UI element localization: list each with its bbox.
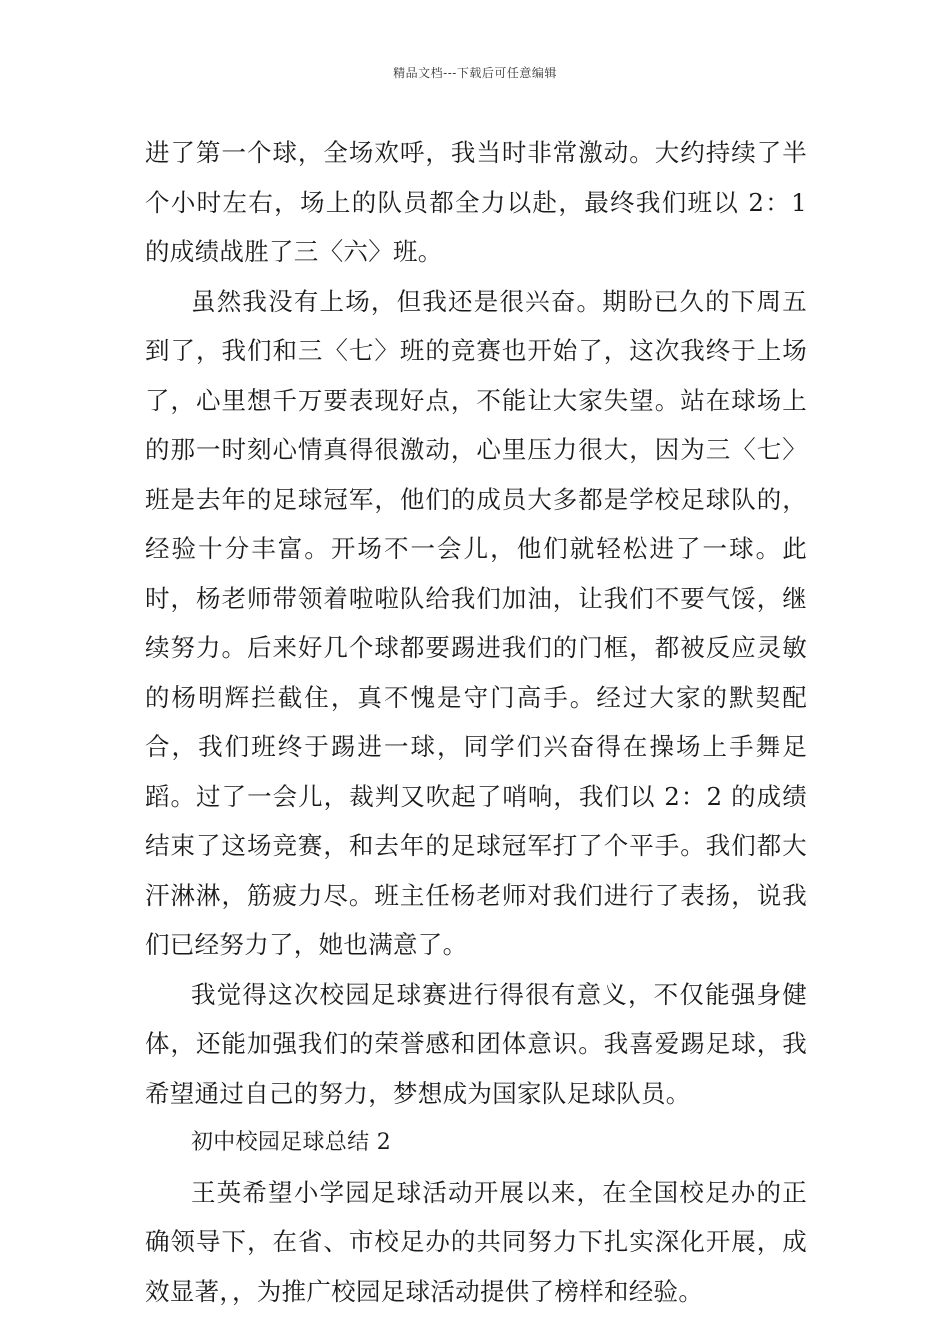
paragraph-reflection: 我觉得这次校园足球赛进行得很有意义，不仅能强身健体，还能加强我们的荣誉感和团体意识。我喜爱踢足球，我希望通过自己的努力，梦想成为国家队足球队员。 — [145, 979, 807, 1108]
page-header: 精品文档---下载后可任意编辑 — [393, 66, 557, 80]
section-heading: 初中校园足球总结 2 — [191, 1130, 391, 1155]
paragraph-second-match: 虽然我没有上场，但我还是很兴奋。期盼已久的下周五到了，我们和三〈七〉班的竞赛也开始了，这次我终于上场了，心里想千万要表现好点，不能让大家失望。站在球场上的那一时刻心情真得很激动，心里压力很大，因为三〈七〉班是去年的足球冠军，他们的成员大多都是学校足球队的，经验十分丰富。开场不一会儿，他们就轻松进了一球。此时，杨老师带领着啦啦队给我们加油，让我们不要气馁，继续努力。后来好几个球都要踢进我们的门框，都被反应灵敏的杨明辉拦截住，真不愧是守门高手。经过大家的默契配合，我们班终于踢进一球，同学们兴奋得在操场上手舞足蹈。过了一会儿，裁判又吹起了哨响，我们以 2：2 的成绩结束了这场竞赛，和去年的足球冠军打了个平手。我们都大汗淋淋，筋疲力尽。班主任杨老师对我们进行了表扬，说我们已经努力了，她也满意了。 — [145, 286, 807, 959]
paragraph-school-summary: 王英希望小学园足球活动开展以来，在全国校足办的正确领导下，在省、市校足办的共同努力下扎实深化开展，成效显著，，为推广校园足球活动提供了榜样和经验。 — [145, 1177, 807, 1306]
paragraph-match-result: 进了第一个球，全场欢呼，我当时非常激动。大约持续了半个小时左右，场上的队员都全力以赴，最终我们班以 2：1 的成绩战胜了三〈六〉班。 — [145, 138, 807, 266]
document-body — [145, 128, 807, 1316]
